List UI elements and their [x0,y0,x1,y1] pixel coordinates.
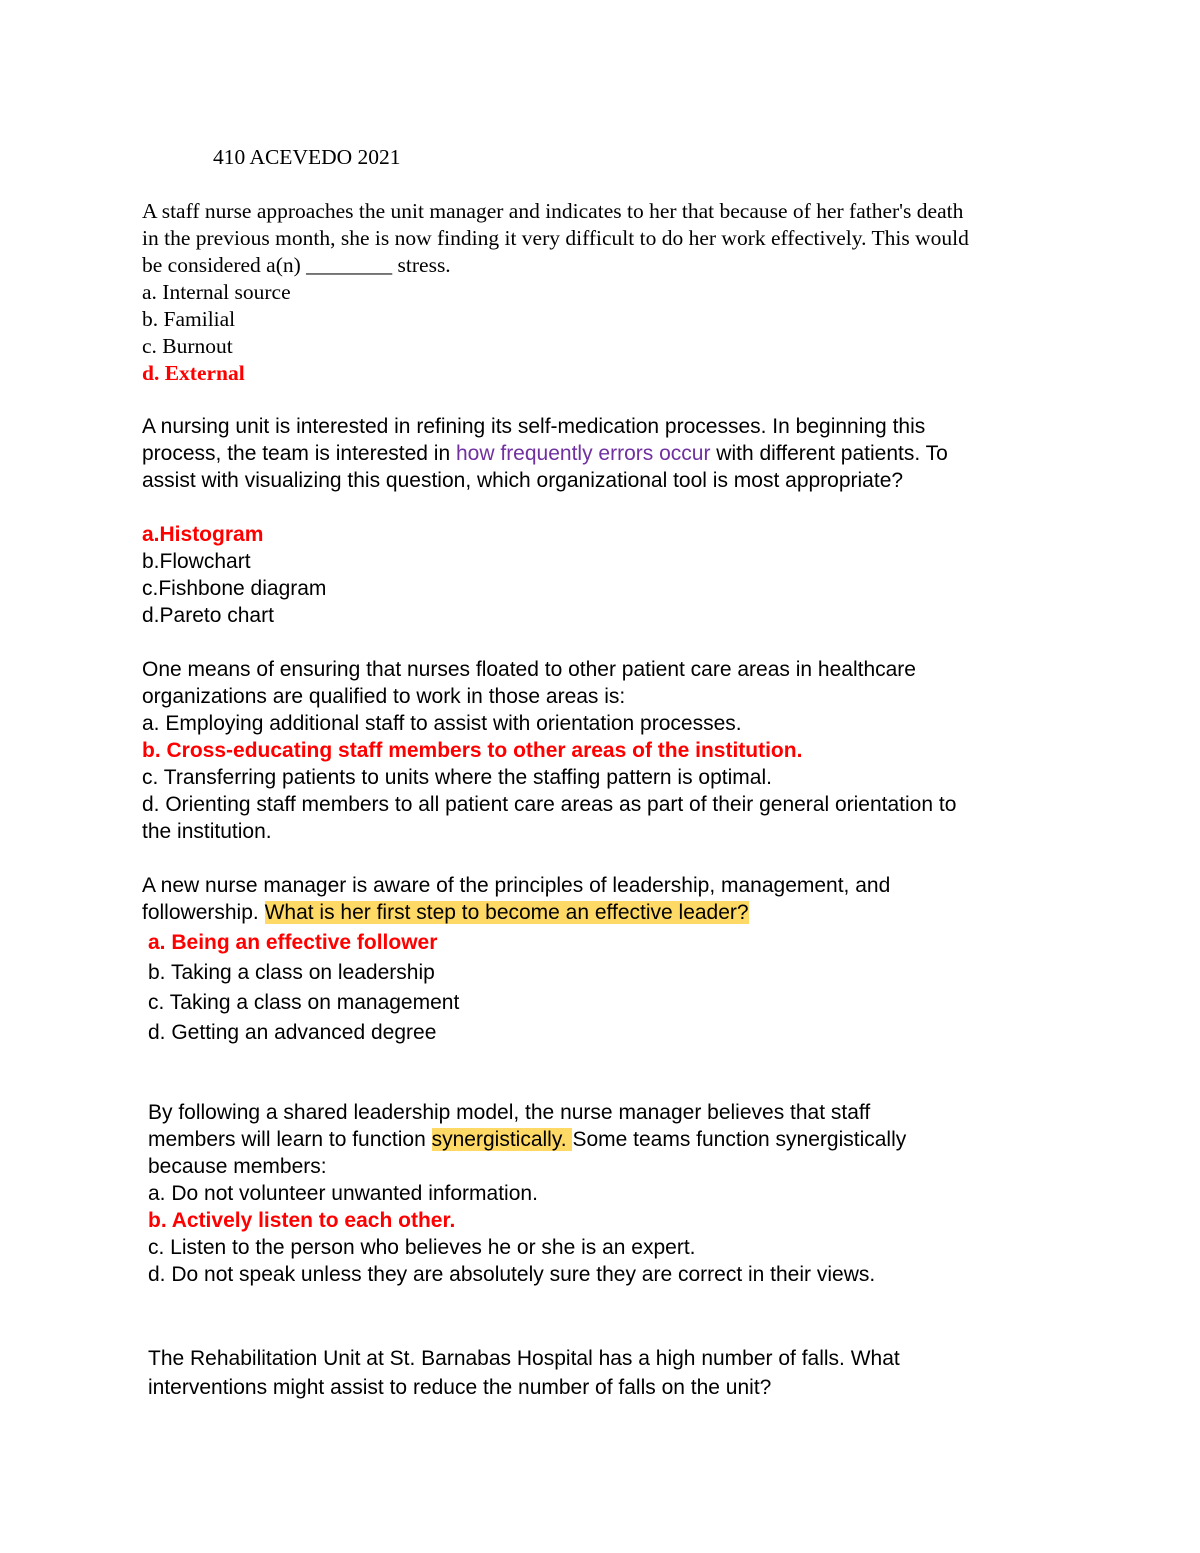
answer-option-b: b.Flowchart [142,550,251,573]
question-text-line: be considered a(n) ________ stress. [142,253,451,277]
highlighted-text-segment: synergistically. [431,1128,573,1151]
question-text-segment: with different patients. To [710,442,948,465]
question-text-line: in the previous month, she is now finding it very difficult to do her work effectively. This would [142,226,969,250]
question-text-line: A staff nurse approaches the unit manager and indicates to her that because of her father's death [142,199,964,223]
answer-option-c: c. Listen to the person who believes he or she is an expert. [148,1236,696,1259]
question-1 [142,198,1062,387]
question-text-line: assist with visualizing this question, which organizational tool is most appropriate? [142,469,904,492]
correct-answer-option-d: d. External [142,361,245,385]
answer-option-c: c.Fishbone diagram [142,577,327,600]
correct-answer-option-b: b. Actively listen to each other. [148,1209,456,1232]
question-text-segment: process, the team is interested in [142,442,456,465]
answer-option-d-continued: the institution. [142,820,272,843]
question-text-line: A nursing unit is interested in refining its self-medication processes. In beginning this [142,415,926,438]
question-text-line: One means of ensuring that nurses floated to other patient care areas in healthcare [142,658,916,681]
question-6 [148,1344,1068,1402]
answer-option-c: c. Taking a class on management [148,991,460,1014]
highlighted-text-segment: What is her first step to become an effective leader? [264,901,749,924]
question-text-line: A new nurse manager is aware of the principles of leadership, management, and [142,874,891,897]
question-text-segment: Some teams function synergistically [572,1128,907,1151]
question-text-line: because members: [148,1155,327,1178]
question-text-line [142,440,1062,467]
answer-option-a: a. Internal source [142,280,291,304]
answer-option-c: c. Transferring patients to units where the staffing pattern is optimal. [142,766,772,789]
question-text-line: interventions might assist to reduce the number of falls on the unit? [148,1376,772,1399]
question-text-line: The Rehabilitation Unit at St. Barnabas Hospital has a high number of falls. What [148,1347,900,1370]
answer-option-c: c. Burnout [142,334,233,358]
purple-text-segment: how frequently errors occur [456,442,711,465]
answer-option-b: b. Taking a class on leadership [148,961,435,984]
question-text-segment: members will learn to function [148,1128,432,1151]
question-text-line [142,899,1062,926]
question-text-line [148,1126,1068,1153]
question-4-options [148,928,1068,1048]
answer-option-d: d. Orienting staff members to all patient care areas as part of their general orientation to [142,793,957,816]
answer-option-d: d. Do not speak unless they are absolutely sure they are correct in their views. [148,1263,876,1286]
answer-option-a: a. Do not volunteer unwanted information. [148,1182,538,1205]
question-5 [148,1099,1068,1288]
question-2-options [142,521,1062,629]
correct-answer-option-b: b. Cross-educating staff members to other areas of the institution. [142,739,803,762]
question-text-segment: followership. [142,901,265,924]
answer-option-d: d. Getting an advanced degree [148,1021,437,1044]
correct-answer-option-a: a. Being an effective follower [148,931,438,954]
question-3 [142,656,1062,845]
question-text-line: By following a shared leadership model, the nurse manager believes that staff [148,1101,871,1124]
answer-option-d: d.Pareto chart [142,604,274,627]
answer-option-a: a. Employing additional staff to assist with orientation processes. [142,712,742,735]
answer-option-b: b. Familial [142,307,236,331]
document-title: 410 ACEVEDO 2021 [213,145,401,169]
correct-answer-option-a: a.Histogram [142,523,264,546]
question-text-line: organizations are qualified to work in those areas is: [142,685,626,708]
question-2 [142,413,1062,494]
question-4 [142,872,1062,926]
